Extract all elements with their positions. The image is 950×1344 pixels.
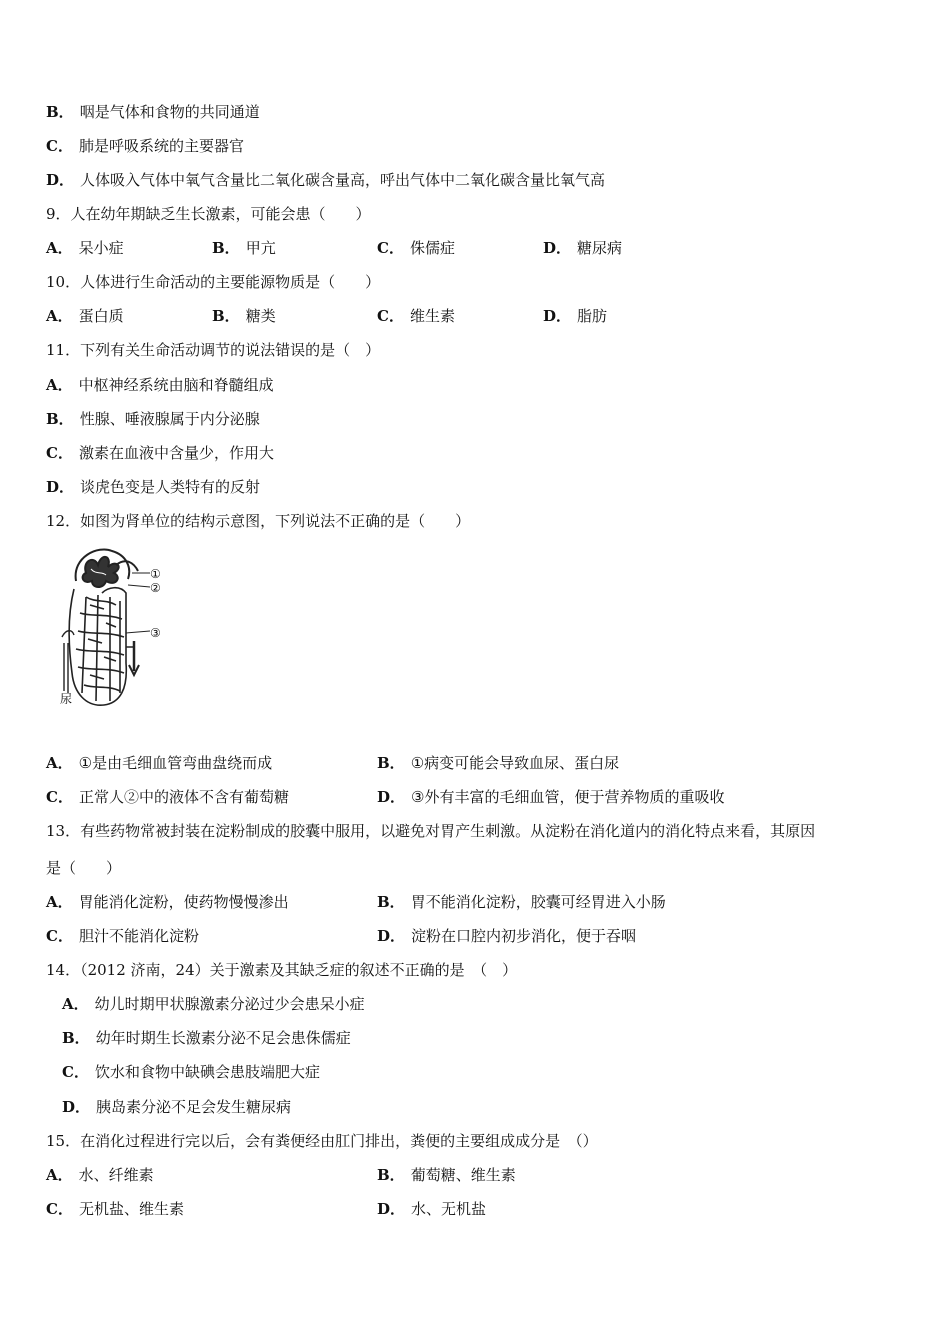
nephron-diagram [46, 543, 176, 723]
q11-option-a: A． 中枢神经系统由脑和脊髓组成 [46, 376, 274, 394]
q9-stem: 9．人在幼年期缺乏生长激素，可能会患（ ） [46, 205, 371, 223]
q9-option-a: A． 呆小症 [46, 239, 124, 257]
q13-option-d: D． 淀粉在口腔内初步消化，便于吞咽 [377, 927, 637, 945]
q13-option-a: A． 胃能消化淀粉，使药物慢慢渗出 [46, 893, 289, 911]
q13-option-b: B． 胃不能消化淀粉，胶囊可经胃进入小肠 [377, 893, 666, 911]
q8-option-c: C． 肺是呼吸系统的主要器官 [46, 137, 244, 155]
label-3: ③ [150, 626, 161, 640]
q15-option-b: B． 葡萄糖、维生素 [377, 1166, 516, 1184]
q15-option-d: D． 水、无机盐 [377, 1200, 487, 1218]
q12-option-c: C． 正常人②中的液体不含有葡萄糖 [46, 788, 289, 806]
q13-stem-line2: 是（ ） [46, 859, 122, 877]
renal-tubule-network [69, 588, 126, 705]
label-2: ② [150, 581, 161, 595]
q11-option-b: B． 性腺、唾液腺属于内分泌腺 [46, 410, 260, 428]
q9-option-c: C． 侏儒症 [377, 239, 455, 257]
q11-option-d: D． 谈虎色变是人类特有的反射 [46, 478, 261, 496]
q14-stem: 14．（2012 济南，24）关于激素及其缺乏症的叙述不正确的是 （ ） [46, 961, 518, 979]
label-urine: 尿 [60, 692, 73, 706]
q8-option-b: B． 咽是气体和食物的共同通道 [46, 103, 260, 121]
q14-option-c: C． 饮水和食物中缺碘会患肢端肥大症 [62, 1063, 320, 1081]
glomerulus [83, 557, 119, 587]
q12-option-b: B． ①病变可能会导致血尿、蛋白尿 [377, 754, 620, 772]
q10-option-c: C． 维生素 [377, 307, 455, 325]
collecting-duct [64, 643, 68, 693]
q11-option-c: C． 激素在血液中含量少，作用大 [46, 444, 274, 462]
q8-option-d: D． 人体吸入气体中氧气含量比二氧化碳含量高，呼出气体中二氧化碳含量比氧气高 [46, 171, 606, 189]
q9-option-b: B． 甲亢 [212, 239, 276, 257]
q12-option-d: D． ③外有丰富的毛细血管，便于营养物质的重吸收 [377, 788, 725, 806]
q14-option-b: B． 幼年时期生长激素分泌不足会患侏儒症 [62, 1029, 351, 1047]
label-1: ① [150, 567, 161, 581]
q14-option-d: D． 胰岛素分泌不足会发生糖尿病 [62, 1098, 292, 1116]
q13-option-c: C． 胆汁不能消化淀粉 [46, 927, 199, 945]
q15-stem: 15．在消化过程进行完以后，会有粪便经由肛门排出，粪便的主要组成成分是 （） [46, 1132, 598, 1150]
q15-option-a: A． 水、纤维素 [46, 1166, 154, 1184]
q10-option-b: B． 糖类 [212, 307, 276, 325]
q10-option-a: A． 蛋白质 [46, 307, 124, 325]
q14-option-a: A． 幼儿时期甲状腺激素分泌过少会患呆小症 [62, 995, 365, 1013]
q12-option-a: A． ①是由毛细血管弯曲盘绕而成 [46, 754, 273, 772]
q10-stem: 10．人体进行生命活动的主要能源物质是（ ） [46, 273, 381, 291]
q13-stem-line1: 13．有些药物常被封装在淀粉制成的胶囊中服用，以避免对胃产生刺激。从淀粉在消化道内的消化特点来看，其原因 [46, 822, 816, 840]
q12-stem: 12．如图为肾单位的结构示意图，下列说法不正确的是（ ） [46, 512, 471, 530]
q15-option-c: C． 无机盐、维生素 [46, 1200, 184, 1218]
q10-option-d: D． 脂肪 [543, 307, 608, 325]
q9-option-d: D． 糖尿病 [543, 239, 623, 257]
q11-stem: 11．下列有关生命活动调节的说法错误的是（ ） [46, 341, 381, 359]
